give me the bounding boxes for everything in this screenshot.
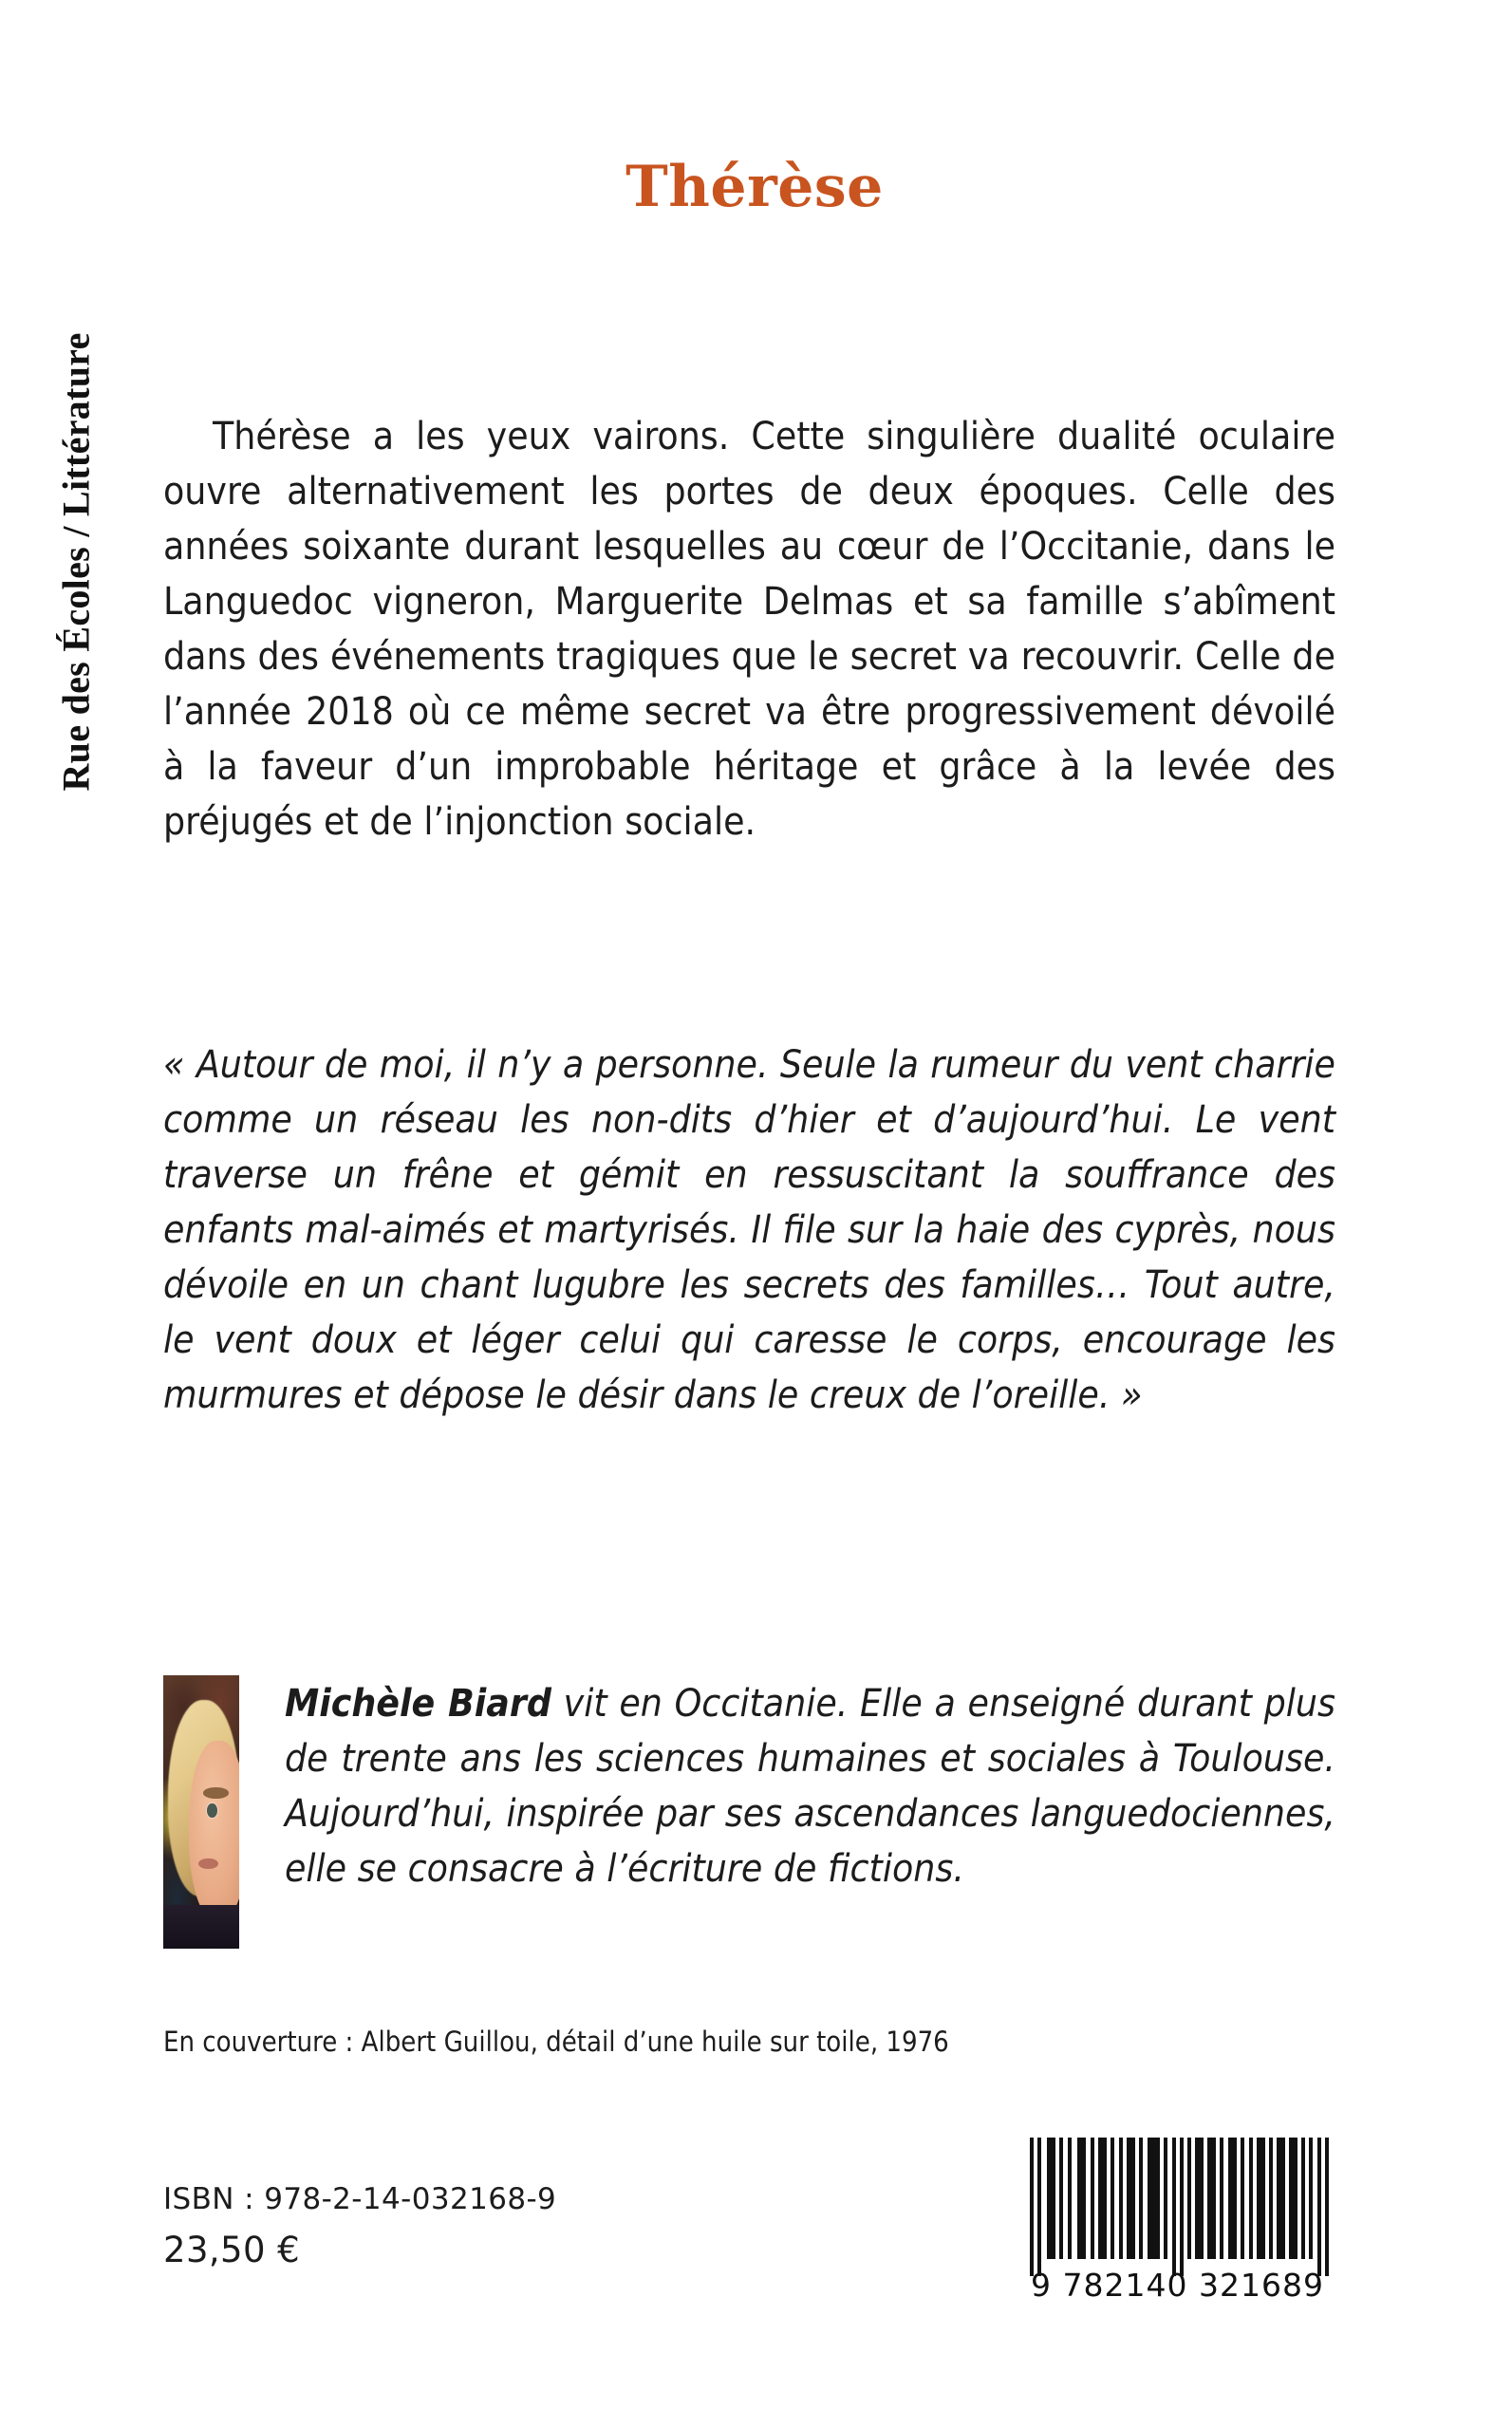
barcode-digits: 9 782140 321689	[1031, 2267, 1324, 2304]
author-photo	[163, 1675, 239, 1949]
spine-label	[0, 0, 142, 854]
photo-eye	[207, 1803, 216, 1817]
author-name: Michèle Biard	[285, 1680, 551, 1726]
book-blurb: Thérèse a les yeux vairons. Cette singulière dualité oculaire ouvre alternativement les portes de deux époques. Celle des années soixante durant lesquelles au cœur de l’Occitanie, dans le Languedoc vigneron, Marguerite Delmas et sa famille s’abîment dans des événements tragiques que le secret va recouvrir. Celle de l’année 2018 où ce même secret va être progressivement dévoilé à la faveur d’un improbable héritage et grâce à la levée des préjugés et de l’injonction sociale.	[163, 413, 1335, 844]
collection-name: Rue des Écoles / Littérature	[54, 332, 98, 792]
price-text: 23,50 €	[163, 2230, 301, 2270]
photo-face	[189, 1741, 239, 1921]
author-bio-description: vit en Occitanie. Elle a enseigné durant plus de trente ans les sciences humaines et sociales à Toulouse. Aujourd’hui, inspirée par ses ascendances languedociennes, elle se consacre à l’écriture de fictions.	[285, 1680, 1335, 1891]
photo-eyebrow	[203, 1787, 229, 1799]
photo-shoulder	[163, 1905, 239, 1949]
cover-credit: En couverture : Albert Guillou, détail d’une huile sur toile, 1976	[163, 2026, 949, 2058]
barcode	[1018, 2136, 1336, 2302]
author-bio-text	[239, 1675, 1335, 1895]
isbn-price-block	[163, 2178, 828, 2275]
pull-quote: « Autour de moi, il n’y a personne. Seule la rumeur du vent charrie comme un réseau les non-dits d’hier et d’aujourd’hui. Le vent traverse un frêne et gémit en ressuscitant la souffrance des enfants mal-aimés et martyrisés. Il file sur la haie des cyprès, nous dévoile en un chant lugubre les secrets des familles… Tout autre, le vent doux et léger celui qui caresse le corps, encourage les murmures et dépose le désir dans le creux de l’oreille. »	[163, 1041, 1335, 1417]
isbn-text: ISBN : 978-2-14-032168-9	[163, 2182, 557, 2216]
author-bio-row	[163, 1675, 1335, 1949]
page-title: Thérèse	[625, 154, 884, 220]
barcode-bars	[1018, 2136, 1336, 2278]
